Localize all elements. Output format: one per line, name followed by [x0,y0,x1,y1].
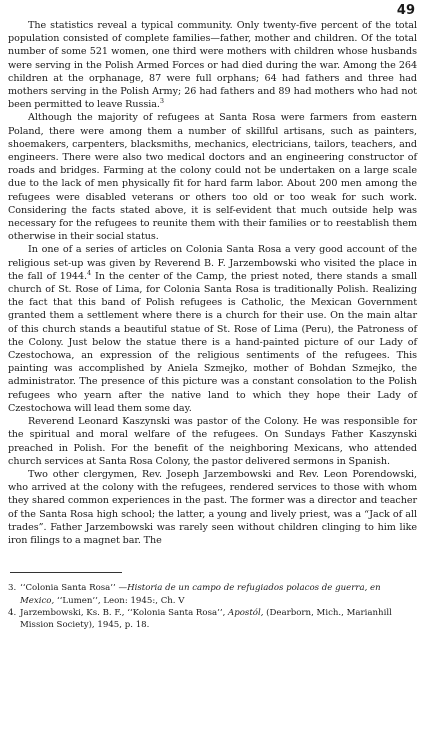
paragraph: Reverend Leonard Kaszynski was pastor of the Colony. He was responsible for the spiritual and moral welfare of the refugees. On Sundays Father Kaszynski preached in Polish. For the benefit of the neighboring Mexicans, who attended church services at Santa Rosa Colony, the pastor delivered sermons in Spanish. [8,416,417,467]
body-text [8,19,417,547]
footnote-ref[interactable]: 3 [159,97,164,106]
footnote-ref[interactable]: 4 [87,268,92,277]
footnote-number: 3. [8,583,17,594]
footnote-divider [10,572,122,573]
footnote: 3. ‘‘Colonia Santa Rosa’’ —Historia de un campo de refugiados polacos de guerra, en Mexico, ‘‘Lumen’’, Leon: 1945:, Ch. V [8,583,381,606]
page-number: 49 [396,3,415,18]
paragraph: Two other clergymen, Rev. Joseph Jarzembowski and Rev. Leon Porendowski, who arrived at the colony with the refugees, rendered services to those with whom they shared common experiences in the past. The former was a director and teacher of the Santa Rosa high school; the latter, a young and lively priest, was a “Jack of all trades”. Father Jarzembowski was rarely seen without children clinging to him like iron filings to a magnet bar. The [8,468,417,546]
footnote-number: 4. [8,607,17,618]
paragraph: Although the majority of refugees at Santa Rosa were farmers from eastern Poland, there were among them a number of skillful artisans, such as painters, shoemakers, carpenters, blacksmiths, mechanics, electricians, tailors, teachers, and engineers. There were also two medical doctors and an engineering constructor of roads and bridges. Farming at the colony could not be undertaken on a large scale due to the lack of men physically fit for hard farm labor. About 200 men among the refugees were disabled veterans or others too old or too weak for such work. Considering the facts stated above, it is self-evident that much outside help was necessary for the refugees to reunite them with their families or to reestablish them otherwise in their social status. [8,112,417,243]
footnotes [8,582,417,632]
footnote: 4. Jarzembowski, Ks. B. F., ‘‘Kolonia Santa Rosa’’, Apostól, (Dearborn, Mich., Marianhill Mission Society), 1945, p. 18. [8,607,392,631]
paragraph: In one of a series of articles on Colonia Santa Rosa a very good account of the religious set-up was given by Reverend B. F. Jarzembowski who visited the place in the fall of 1944.$^4$ In the center of the Camp, the priest noted, there stands a small church of St. Rose of Lima, for Colonia Santa Rosa is traditionally Polish. Realizing the fact that this band of Polish refugees is Catholic, the Mexican Government granted them a settlement where there is a church for their use. On the main altar of this church stands a beautiful statue of St. Rose of Lima (Peru), the Patroness of the Colony. Just below the statue there is a hand-painted picture of our Lady of Czestochowa, an expression of the religious sentiments of the refugees. This painting was accomplished by Aniela Szmejko, mother of Bohdan Szmejko, the administrator. The presence of this picture was a constant consolation to the Polish refugees who yearn after the native land to which they hope their Lady of Czestochowa will lead them some day. [8,244,417,414]
paragraph: The statistics reveal a typical community. Only twenty-five percent of the total population consisted of complete families—father, mother and children. Of the total number of some 521 women, one third were mothers with children whose husbands were serving in the Polish Armed Forces or had died during the war. Among the 264 children at the orphanage, 87 were full orphans; 64 had fathers and three had mothers serving in the Polish Army; 26 had fathers and 89 had mothers who had not been permitted to leave Russia.$^3$ [8,20,417,111]
